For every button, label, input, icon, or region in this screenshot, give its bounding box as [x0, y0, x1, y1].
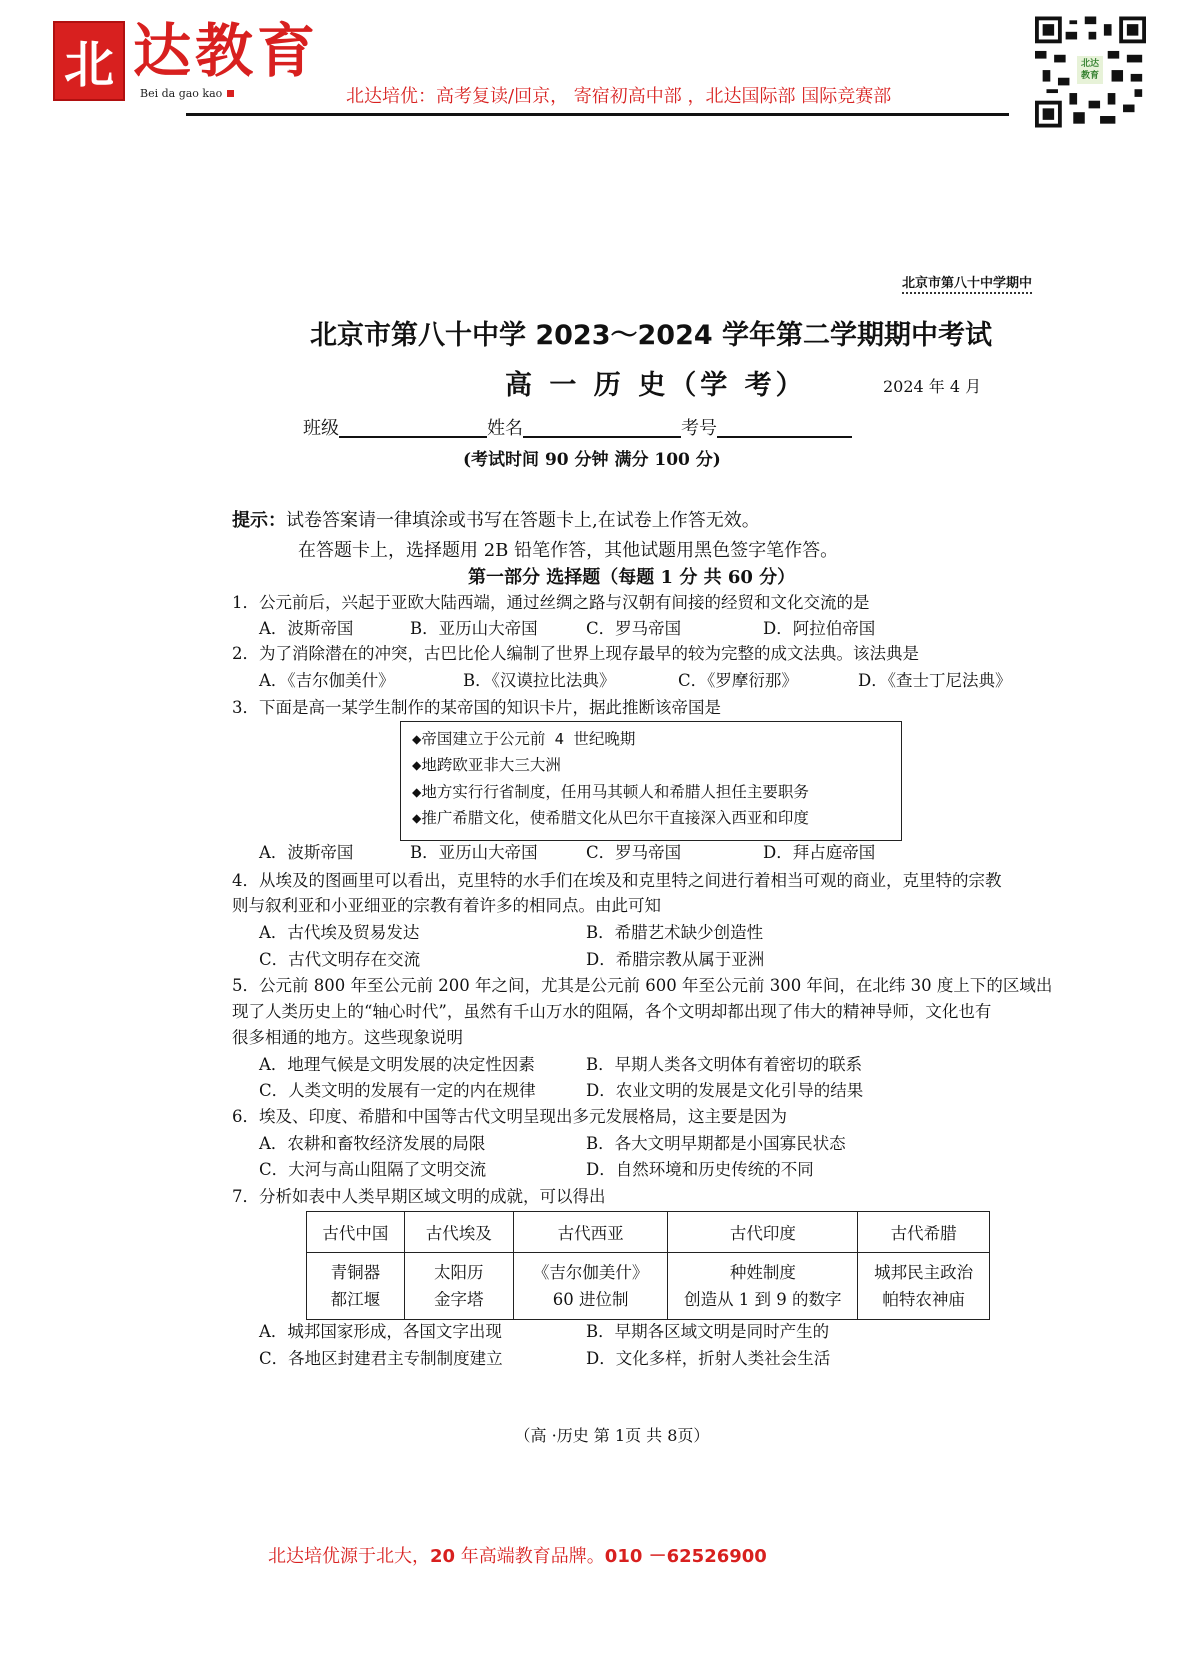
q7-option-c: C．各地区封建君主专制制度建立	[259, 1349, 503, 1368]
name-label: 姓名	[487, 418, 523, 439]
page-footer: （高 ·历史 第 1页 共 8页）	[514, 1426, 710, 1445]
q6-option-c: C．大河与高山阻隔了文明交流	[259, 1160, 487, 1179]
table-header: 古代希腊	[858, 1212, 990, 1253]
table-cell	[858, 1253, 990, 1320]
civilization-table	[306, 1211, 990, 1320]
q2-option-c: C．《罗摩衍那》	[678, 671, 798, 690]
table-header: 古代西亚	[513, 1212, 668, 1253]
q6-option-b: B．各大文明早期都是小国寡民状态	[586, 1134, 846, 1153]
q5-option-a: A．地理气候是文明发展的决定性因素	[259, 1055, 535, 1074]
question-4-stem-2: 则与叙利亚和小亚细亚的宗教有着许多的相同点。由此可知	[232, 896, 661, 915]
cell-line: 太阳历	[434, 1263, 484, 1282]
header-slogan: 北达培优：高考复读/回京， 寄宿初高中部 ，北达国际部 国际竞赛部	[346, 86, 892, 107]
logo-dot	[227, 90, 234, 97]
table-cell	[513, 1253, 668, 1320]
q1-option-d: D．阿拉伯帝国	[763, 619, 876, 638]
class-label: 班级	[303, 418, 339, 439]
q7-option-b: B．早期各区域文明是同时产生的	[586, 1322, 830, 1341]
table-cell	[307, 1253, 405, 1320]
ad-phone: 010 －62526900	[604, 1546, 767, 1567]
question-2-stem: 2．为了消除潜在的冲突，古巴比伦人编制了世界上现存最早的较为完整的成文法典。该法典是	[232, 644, 919, 663]
card-line-4: ◆推广希腊文化，使希腊文化从巴尔干直接深入西亚和印度	[412, 809, 809, 827]
number-field[interactable]	[717, 436, 852, 438]
class-field[interactable]	[339, 436, 487, 438]
logo-pinyin-text: Bei da gao kao	[140, 87, 223, 100]
q2-option-a: A．《吉尔伽美什》	[259, 671, 395, 690]
number-label: 考号	[681, 418, 717, 439]
question-3-stem: 3．下面是高一某学生制作的某帝国的知识卡片，据此推断该帝国是	[232, 698, 721, 717]
q3-option-b: B．亚历山大帝国	[410, 843, 538, 862]
ad-text-2: 年高端教育品牌。	[455, 1546, 605, 1567]
logo-pinyin	[140, 88, 234, 99]
q6-option-a: A．农耕和畜牧经济发展的局限	[259, 1134, 486, 1153]
table-header: 古代中国	[307, 1212, 405, 1253]
table-cell	[668, 1253, 858, 1320]
q2-option-d: D．《查士丁尼法典》	[858, 671, 1012, 690]
question-5-stem-2: 现了人类历史上的“轴心时代”，虽然有千山万水的阻隔，各个文明却都出现了伟大的精神导师，文化也有	[232, 1002, 992, 1021]
table-header: 古代印度	[668, 1212, 858, 1253]
table-header: 古代埃及	[404, 1212, 513, 1253]
q7-option-a: A．城邦国家形成，各国文字出现	[259, 1322, 502, 1341]
q3-option-d: D．拜占庭帝国	[763, 843, 876, 862]
q3-option-a: A．波斯帝国	[259, 843, 354, 862]
card-line-2: ◆地跨欧亚非大三大洲	[412, 756, 561, 774]
cell-line: 60 进位制	[552, 1290, 629, 1309]
exam-date: 2024 年 4 月	[883, 377, 982, 396]
q6-option-d: D．自然环境和历史传统的不同	[586, 1160, 814, 1179]
cell-line: 都江堰	[330, 1290, 381, 1309]
q3-option-c: C．罗马帝国	[586, 843, 682, 862]
exam-title: 北京市第八十中学 2023～2024 学年第二学期期中考试	[309, 320, 993, 351]
bottom-advert	[268, 1548, 767, 1566]
logo-mark	[53, 21, 125, 101]
q4-option-c: C．古代文明存在交流	[259, 950, 421, 969]
cell-line: 金字塔	[434, 1290, 484, 1309]
exam-subtitle: 高 一 历 史（学 考）	[505, 370, 807, 401]
card-line-3: ◆地方实行行省制度，任用马其顿人和希腊人担任主要职务	[412, 783, 809, 801]
question-5-stem-1: 5．公元前 800 年至公元前 200 年之间，尤其是公元前 600 年至公元前 300 年间，在北纬 30 度上下的区域出	[232, 976, 1053, 995]
q4-option-d: D．希腊宗教从属于亚洲	[586, 950, 765, 969]
cell-line: 创造从 1 到 9 的数字	[684, 1290, 842, 1309]
name-field[interactable]	[523, 436, 681, 438]
cell-line: 青铜器	[330, 1263, 381, 1282]
q2-option-b: B．《汉谟拉比法典》	[463, 671, 616, 690]
q1-option-c: C．罗马帝国	[586, 619, 682, 638]
notice-text-1: 试卷答案请一律填涂或书写在答题卡上,在试卷上作答无效。	[286, 510, 760, 531]
cell-line: 《吉尔伽美什》	[532, 1263, 649, 1282]
question-5-stem-3: 很多相通的地方。这些现象说明	[232, 1028, 463, 1047]
exam-time-info: (考试时间 90 分钟 满分 100 分)	[463, 450, 721, 470]
question-1-stem: 1．公元前后，兴起于亚欧大陆西端，通过丝绸之路与汉朝有间接的经贸和文化交流的是	[232, 593, 870, 612]
header-divider	[186, 113, 1009, 116]
table-header-row	[307, 1212, 990, 1253]
qr-center-label: 北达教育	[1077, 56, 1103, 84]
table-row	[307, 1253, 990, 1320]
q4-option-a: A．古代埃及贸易发达	[259, 923, 420, 942]
notice-line-1	[232, 512, 760, 530]
logo-text: 达教育	[133, 17, 320, 85]
q1-option-b: B．亚历山大帝国	[410, 619, 538, 638]
ad-years: 20	[430, 1546, 456, 1567]
question-4-stem-1: 4．从埃及的图画里可以看出，克里特的水手们在埃及和克里特之间进行着相当可观的商业，克里特的宗教	[232, 871, 1002, 890]
q7-option-d: D．文化多样，折射人类社会生活	[586, 1349, 831, 1368]
table-cell	[404, 1253, 513, 1320]
cell-line: 城邦民主政治	[874, 1263, 974, 1282]
notice-label: 提示：	[232, 510, 286, 531]
q5-option-b: B．早期人类各文明体有着密切的联系	[586, 1055, 863, 1074]
q4-option-b: B．希腊艺术缺少创造性	[586, 923, 764, 942]
logo-char: 北	[64, 35, 114, 94]
question-6-stem: 6．埃及、印度、希腊和中国等古代文明呈现出多元发展格局，这主要是因为	[232, 1107, 787, 1126]
q1-option-a: A．波斯帝国	[259, 619, 354, 638]
question-7-stem: 7．分析如表中人类早期区域文明的成就，可以得出	[232, 1187, 606, 1206]
student-info-fields	[303, 420, 852, 438]
q5-option-c: C．人类文明的发展有一定的内在规律	[259, 1081, 536, 1100]
section-title: 第一部分 选择题（每题 1 分 共 60 分）	[468, 567, 796, 588]
notice-line-2: 在答题卡上，选择题用 2B 铅笔作答，其他试题用黑色签字笔作答。	[298, 540, 839, 561]
ad-text: 北达培优源于北大，	[268, 1546, 430, 1567]
card-line-1: ◆帝国建立于公元前 4 世纪晚期	[412, 730, 636, 748]
school-stamp: 北京市第八十中学期中	[902, 277, 1032, 294]
cell-line: 种姓制度	[729, 1263, 796, 1282]
cell-line: 帕特农神庙	[882, 1290, 965, 1309]
q5-option-d: D．农业文明的发展是文化引导的结果	[586, 1081, 864, 1100]
